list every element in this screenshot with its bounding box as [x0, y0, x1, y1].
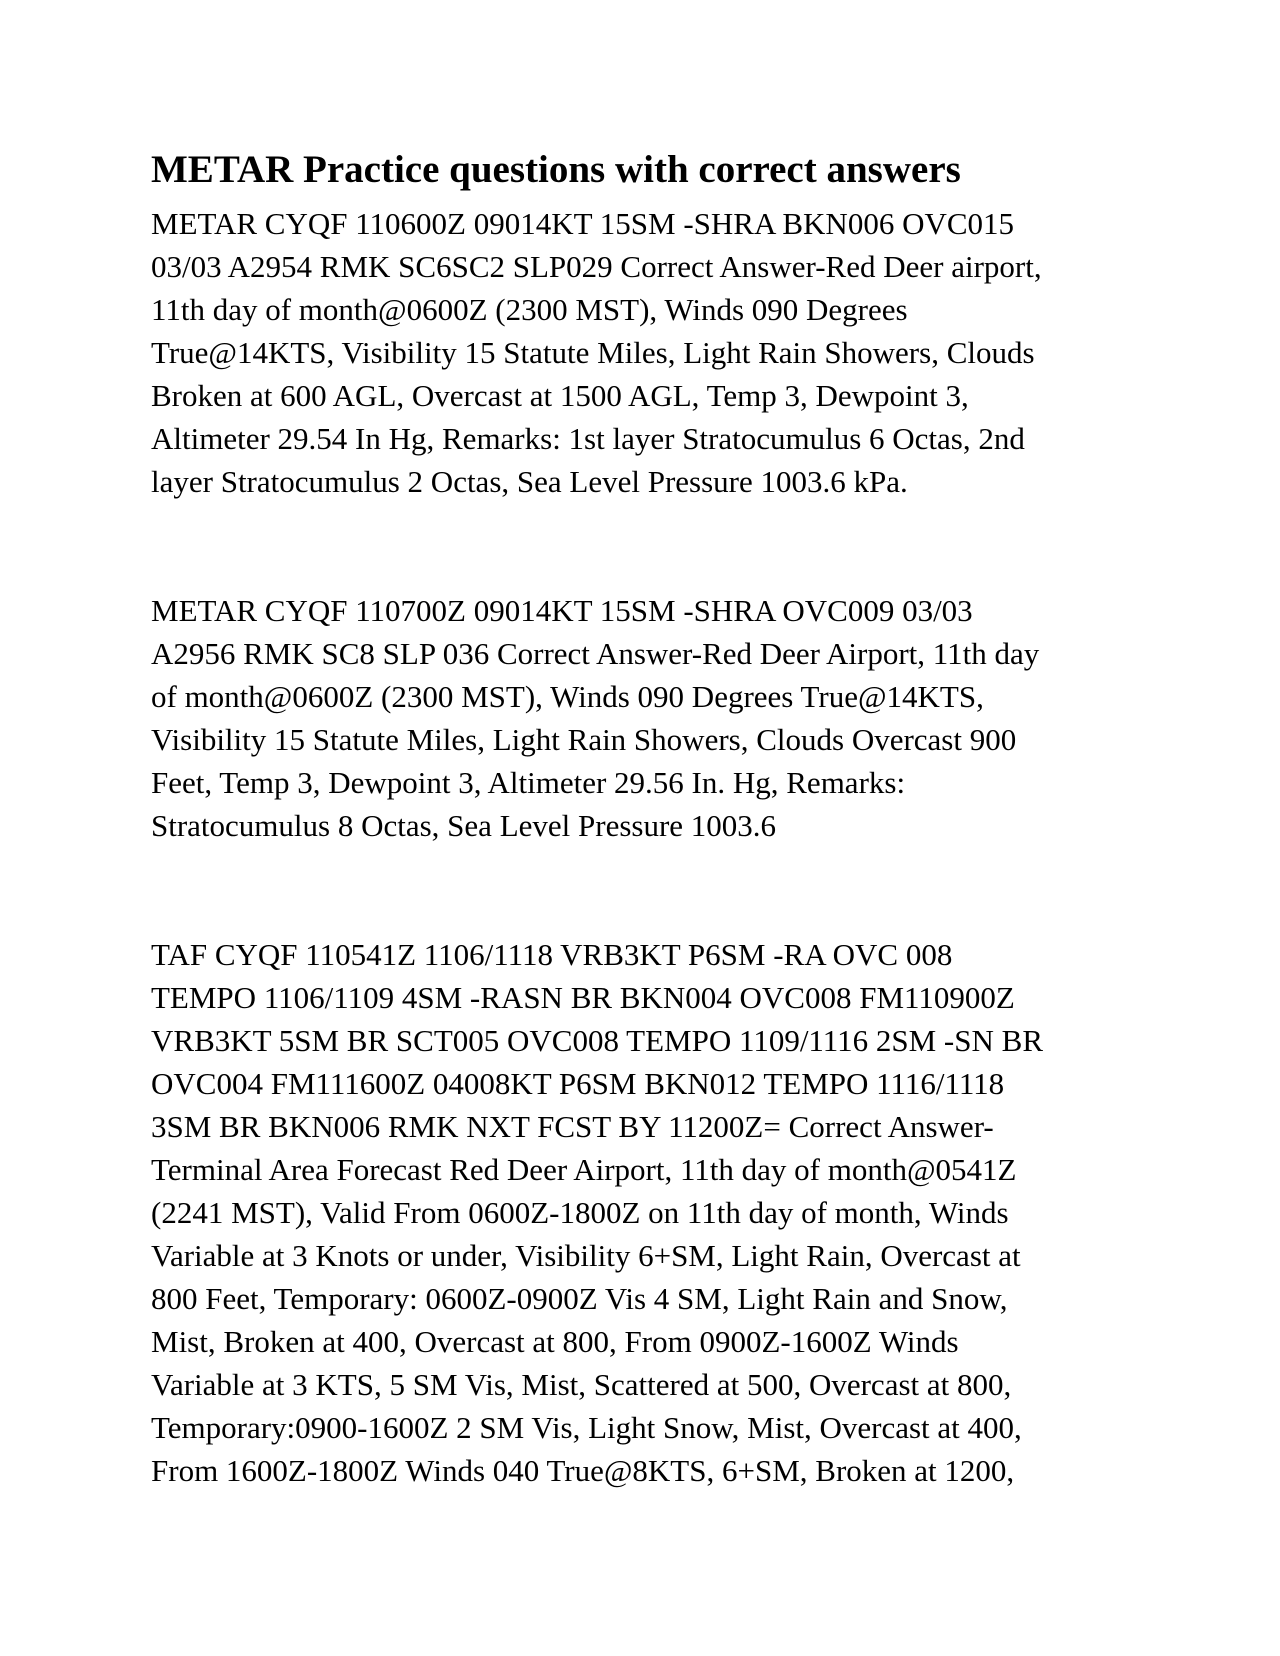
- qa-entry-taf: [151, 933, 1131, 1492]
- text-line: From 1600Z-1800Z Winds 040 True@8KTS, 6+SM, Broken at 1200,: [151, 1453, 1015, 1488]
- text-line: Altimeter 29.54 In Hg, Remarks: 1st layer Stratocumulus 6 Octas, 2nd: [151, 421, 1025, 456]
- text-line: True@14KTS, Visibility 15 Statute Miles, Light Rain Showers, Clouds: [151, 335, 1035, 370]
- text-line: A2956 RMK SC8 SLP 036 Correct Answer-Red Deer Airport, 11th day: [151, 636, 1040, 671]
- text-line: Mist, Broken at 400, Overcast at 800, From 0900Z-1600Z Winds: [151, 1324, 959, 1359]
- text-line: OVC004 FM111600Z 04008KT P6SM BKN012 TEMPO 1116/1118: [151, 1066, 1005, 1101]
- text-line: 03/03 A2954 RMK SC6SC2 SLP029 Correct Answer-Red Deer airport,: [151, 249, 1042, 284]
- text-line: Broken at 600 AGL, Overcast at 1500 AGL, Temp 3, Dewpoint 3,: [151, 378, 969, 413]
- text-line: Stratocumulus 8 Octas, Sea Level Pressure 1003.6: [151, 808, 777, 843]
- text-line: Temporary:0900-1600Z 2 SM Vis, Light Snow, Mist, Overcast at 400,: [151, 1410, 1022, 1445]
- text-line: Variable at 3 Knots or under, Visibility 6+SM, Light Rain, Overcast at: [151, 1238, 1021, 1273]
- text-line: of month@0600Z (2300 MST), Winds 090 Degrees True@14KTS,: [151, 679, 984, 714]
- text-line: VRB3KT 5SM BR SCT005 OVC008 TEMPO 1109/1116 2SM -SN BR: [151, 1023, 1043, 1058]
- text-line: METAR CYQF 110700Z 09014KT 15SM -SHRA OVC009 03/03: [151, 593, 973, 628]
- text-line: 3SM BR BKN006 RMK NXT FCST BY 11200Z= Correct Answer-: [151, 1109, 994, 1144]
- text-line: 11th day of month@0600Z (2300 MST), Winds 090 Degrees: [151, 292, 908, 327]
- text-line: Feet, Temp 3, Dewpoint 3, Altimeter 29.56 In. Hg, Remarks:: [151, 765, 906, 800]
- qa-entry-metar-0700z: [151, 589, 1131, 847]
- text-line: METAR CYQF 110600Z 09014KT 15SM -SHRA BKN006 OVC015: [151, 206, 1015, 241]
- qa-entry-metar-0600z: [151, 202, 1131, 503]
- text-line: 800 Feet, Temporary: 0600Z-0900Z Vis 4 SM, Light Rain and Snow,: [151, 1281, 1008, 1316]
- text-line: (2241 MST), Valid From 0600Z-1800Z on 11th day of month, Winds: [151, 1195, 1009, 1230]
- document-page: [151, 146, 1131, 1492]
- text-line: layer Stratocumulus 2 Octas, Sea Level Pressure 1003.6 kPa.: [151, 464, 908, 499]
- text-line: Terminal Area Forecast Red Deer Airport, 11th day of month@0541Z: [151, 1152, 1017, 1187]
- text-line: Visibility 15 Statute Miles, Light Rain Showers, Clouds Overcast 900: [151, 722, 1017, 757]
- document-title: METAR Practice questions with correct answers: [151, 148, 961, 191]
- text-line: TEMPO 1106/1109 4SM -RASN BR BKN004 OVC008 FM110900Z: [151, 980, 1015, 1015]
- text-line: TAF CYQF 110541Z 1106/1118 VRB3KT P6SM -RA OVC 008: [151, 937, 953, 972]
- text-line: Variable at 3 KTS, 5 SM Vis, Mist, Scattered at 500, Overcast at 800,: [151, 1367, 1012, 1402]
